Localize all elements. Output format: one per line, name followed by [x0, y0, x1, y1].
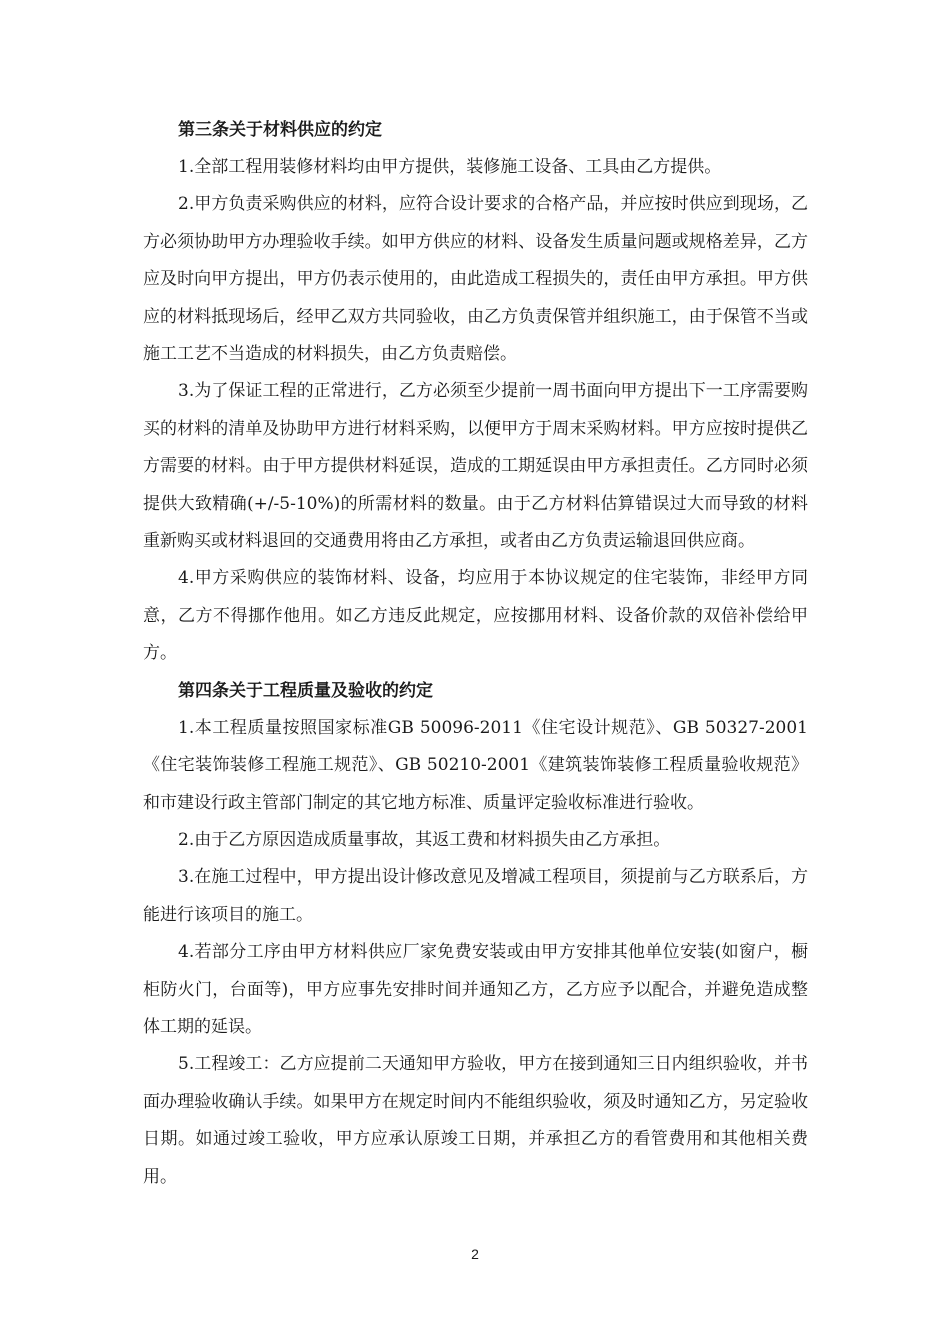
paragraph: 4.若部分工序由甲方材料供应厂家免费安装或由甲方安排其他单位安装(如窗户，橱柜防火门，台面等)，甲方应事先安排时间并通知乙方，乙方应予以配合，并避免造成整体工期的延误。: [143, 942, 808, 1037]
section-article-3: [143, 112, 808, 673]
page-number: 2: [471, 1246, 479, 1262]
section-heading: 第四条关于工程质量及验收的约定: [178, 680, 433, 701]
section-heading: 第三条关于材料供应的约定: [178, 120, 382, 140]
document-body: [143, 112, 808, 1196]
paragraph: 2.由于乙方原因造成质量事故，其返工费和材料损失由乙方承担。: [178, 829, 671, 850]
paragraph: 3.为了保证工程的正常进行，乙方必须至少提前一周书面向甲方提出下一工序需要购买的材料的清单及协助甲方进行材料采购，以便甲方于周末采购材料。甲方应按时提供乙方需要的材料。由于甲方提供材料延误，造成的工期延误由甲方承担责任。乙方同时必须提供大致精确(+/-5-10%)的所需材料的数量。由于乙方材料估算错误过大而导致的材料重新购买或材料退回的交通费用将由乙方承担，或者由乙方负责运输退回供应商。: [143, 381, 808, 552]
paragraph: 4.甲方采购供应的装饰材料、设备，均应用于本协议规定的住宅装饰，非经甲方同意，乙方不得挪作他用。如乙方违反此规定，应按挪用材料、设备价款的双倍补偿给甲方。: [143, 568, 808, 664]
paragraph: 1.本工程质量按照国家标准GB 50096-2011《住宅设计规范》、GB 50327-2001《住宅装饰装修工程施工规范》、GB 50210-2001《建筑装饰装修工程质量验收规范》和市建设行政主管部门制定的其它地方标准、质量评定验收标准进行验收。: [143, 717, 808, 813]
paragraph: 1.全部工程用装修材料均由甲方提供，装修施工设备、工具由乙方提供。: [178, 157, 722, 177]
paragraph: 3.在施工过程中，甲方提出设计修改意见及增减工程项目，须提前与乙方联系后，方能进行该项目的施工。: [143, 867, 808, 925]
paragraph: 2.甲方负责采购供应的材料，应符合设计要求的合格产品，并应按时供应到现场，乙方必须协助甲方办理验收手续。如甲方供应的材料、设备发生质量问题或规格差异，乙方应及时向甲方提出，甲方仍表示使用的，由此造成工程损失的，责任由甲方承担。甲方供应的材料抵现场后，经甲乙双方共同验收，由乙方负责保管并组织施工，由于保管不当或施工工艺不当造成的材料损失，由乙方负责赔偿。: [143, 194, 808, 365]
section-article-4: [143, 673, 808, 1196]
paragraph: 5.工程竣工：乙方应提前二天通知甲方验收，甲方在接到通知三日内组织验收，并书面办理验收确认手续。如果甲方在规定时间内不能组织验收，须及时通知乙方，另定验收日期。如通过竣工验收，甲方应承认原竣工日期，并承担乙方的看管费用和其他相关费用。: [143, 1054, 808, 1187]
